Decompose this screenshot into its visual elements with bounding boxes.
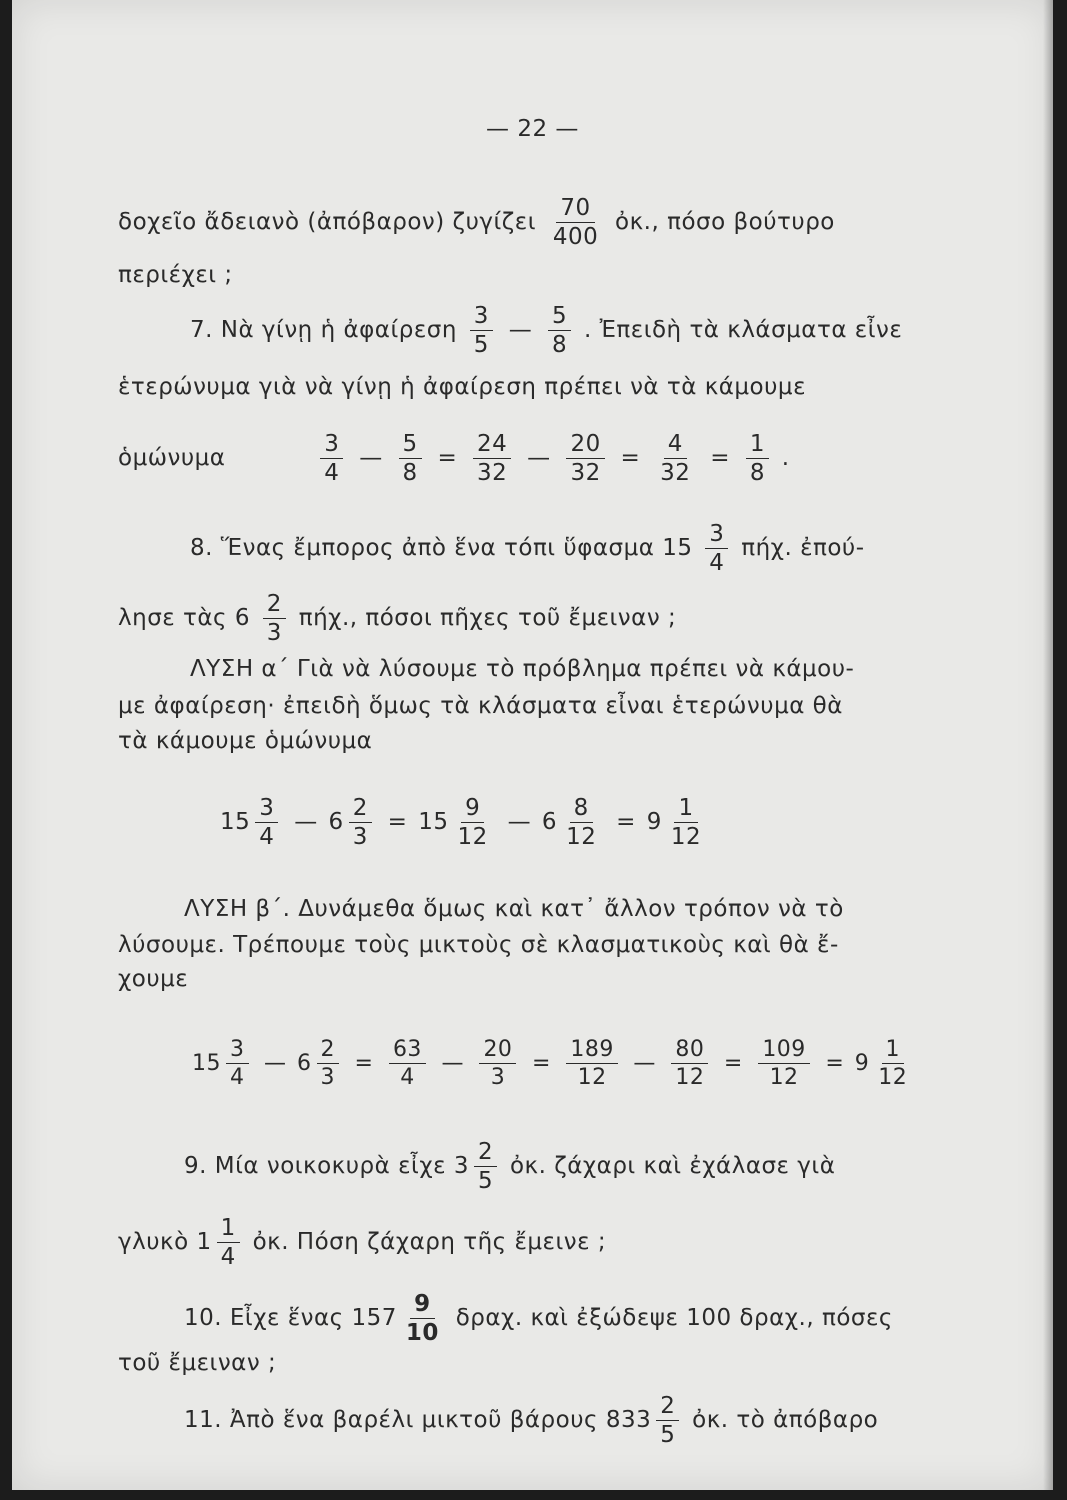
operator: = [437,445,458,472]
fraction: $\frac{2}{3}$ [349,796,372,849]
line-text: δραχ. καὶ ἐξώδεψε 100 δραχ., πόσες [455,1305,893,1332]
text-line [118,693,843,719]
line-text: 9. Μία νοικοκυρὰ εἶχε 3 [184,1153,469,1180]
book-page [12,0,1053,1490]
whole-number: 9 [854,1050,870,1076]
text-line [118,932,839,958]
line-text: δοχεῖο ἄδειανὸ (ἀπόβαρον) ζυγίζει [118,209,537,236]
text-line [118,1216,606,1269]
line-text: γλυκὸ 1 [118,1229,212,1256]
fraction: $\frac{3}{5}$ [470,304,493,357]
text-line [190,656,854,682]
text-line [118,966,188,992]
fraction: $\frac{20}{3}$ [479,1038,516,1089]
operator: = [616,809,636,836]
operator: = [710,445,731,472]
operator: — [359,445,383,472]
whole-number: 6 [297,1050,312,1076]
line-text: πήχ. ἐπού- [741,535,865,562]
line-text: 7. Νὰ γίνῃ ἡ ἀφαίρεση [190,317,457,344]
line-text: 8. Ἕνας ἔμπορος ἀπὸ ἕνα τόπι ὕφασμα 15 [190,535,693,562]
line-text: ὀκ. ζάχαρι καὶ ἐχάλασε γιὰ [509,1153,836,1180]
line-text: λησε τὰς 6 [118,605,250,632]
text-line [118,1350,276,1376]
operator: — [527,445,551,472]
line-text: . [781,445,790,472]
text-line [184,1140,835,1193]
operator: = [723,1050,743,1076]
fraction: $\frac{2}{3}$ [317,1038,340,1089]
line-text: 11. Ἀπὸ ἕνα βαρέλι μικτοῦ βάρους 833 [184,1407,652,1434]
fraction: $\frac{9}{10}$ [405,1291,439,1347]
text-line [118,592,676,645]
fraction: $\frac{1}{8}$ [746,432,769,485]
text-line [184,1394,878,1447]
text-line [118,432,790,485]
text-line [190,304,902,357]
fraction: $\frac{8}{12}$ [566,795,597,851]
fraction: $\frac{109}{12}$ [758,1038,810,1089]
fraction: $\frac{5}{8}$ [399,432,422,485]
line-text: ἑτερώνυμα γιὰ νὰ γίνῃ ἡ ἀφαίρεση πρέπει νὰ τὰ κάμουμε [118,374,806,400]
fraction: $\frac{2}{5}$ [474,1140,497,1193]
text-line [118,262,233,288]
line-text: 10. Εἶχε ἕνας 157 [184,1305,397,1332]
whole-number: 9 [646,809,662,836]
operator: = [620,445,641,472]
fraction: $\frac{1}{12}$ [670,795,702,851]
fraction: $\frac{3}{4}$ [226,1038,249,1089]
fraction: $\frac{9}{12}$ [457,795,488,851]
fraction: $\frac{24}{32}$ [473,432,511,485]
fraction: $\frac{3}{4}$ [255,796,278,849]
fraction: $\frac{80}{12}$ [671,1038,708,1089]
operator: — [508,317,533,344]
operator: — [507,809,532,836]
fraction: $\frac{189}{12}$ [566,1038,618,1089]
line-text: χουμε [118,966,189,992]
fraction: $\frac{20}{32}$ [566,432,604,485]
line-text: ὁμώνυμα [118,445,226,472]
text-line [184,1292,893,1345]
text-line [118,728,372,754]
equation-line [192,1038,916,1089]
fraction: $\frac{2}{5}$ [656,1394,679,1447]
fraction: $\frac{70}{400}$ [552,195,599,251]
whole-number: 6 [541,809,558,836]
line-text: ΛΥΣΗ β΄. Δυνάμεθα ὅμως καὶ κατ᾽ ἄλλον τρόπον νὰ τὸ [184,896,844,922]
fraction: $\frac{4}{32}$ [660,431,691,487]
fraction: $\frac{2}{3}$ [263,592,286,645]
line-text: τὰ κάμουμε ὁμώνυμα [118,728,373,754]
line-text: λύσουμε. Τρέπουμε τοὺς μικτοὺς σὲ κλασματικοὺς καὶ θὰ ἔ- [118,932,839,958]
line-text: ὀκ., πόσο βούτυρο [615,209,835,236]
text-line [184,896,844,922]
line-text: με ἀφαίρεση· ἐπειδὴ ὅμως τὰ κλάσματα εἶναι ἑτερώνυμα θὰ [118,693,843,719]
equation-line [220,796,710,849]
line-text: τοῦ ἔμειναν ; [118,1350,277,1376]
operator: — [633,1050,656,1076]
operator: = [354,1050,374,1076]
line-text: . Ἐπειδὴ τὰ κλάσματα εἶνε [583,317,903,344]
fraction: $\frac{3}{4}$ [705,522,728,575]
operator: = [387,809,408,836]
line-text: πήχ., πόσοι πῆχες τοῦ ἔμειναν ; [298,605,677,632]
operator: = [825,1050,845,1076]
operator: = [531,1050,551,1076]
whole-number: 15 [418,809,449,836]
page-number: — 22 — [486,116,579,142]
fraction: $\frac{1}{4}$ [217,1216,240,1269]
line-text: περιέχει ; [118,262,233,288]
text-line [118,374,806,400]
fraction: $\frac{5}{8}$ [548,304,571,357]
line-text: ΛΥΣΗ α΄ Γιὰ νὰ λύσουμε τὸ πρόβλημα πρέπει νὰ κάμου- [190,656,855,682]
operator: — [441,1050,464,1076]
operator: — [264,1050,287,1076]
fraction: $\frac{3}{4}$ [320,432,343,485]
operator: — [294,809,318,836]
text-line [190,522,865,575]
line-text: ὀκ. Πόση ζάχαρη τῆς ἔμεινε ; [252,1229,607,1256]
text-line [118,196,835,249]
fraction: $\frac{1}{12}$ [878,1037,908,1091]
whole-number: 6 [328,809,344,836]
line-text: ὀκ. τὸ ἀπόβαρο [692,1407,879,1434]
fraction: $\frac{63}{4}$ [389,1038,426,1089]
whole-number: 15 [192,1050,221,1076]
whole-number: 15 [220,809,251,836]
